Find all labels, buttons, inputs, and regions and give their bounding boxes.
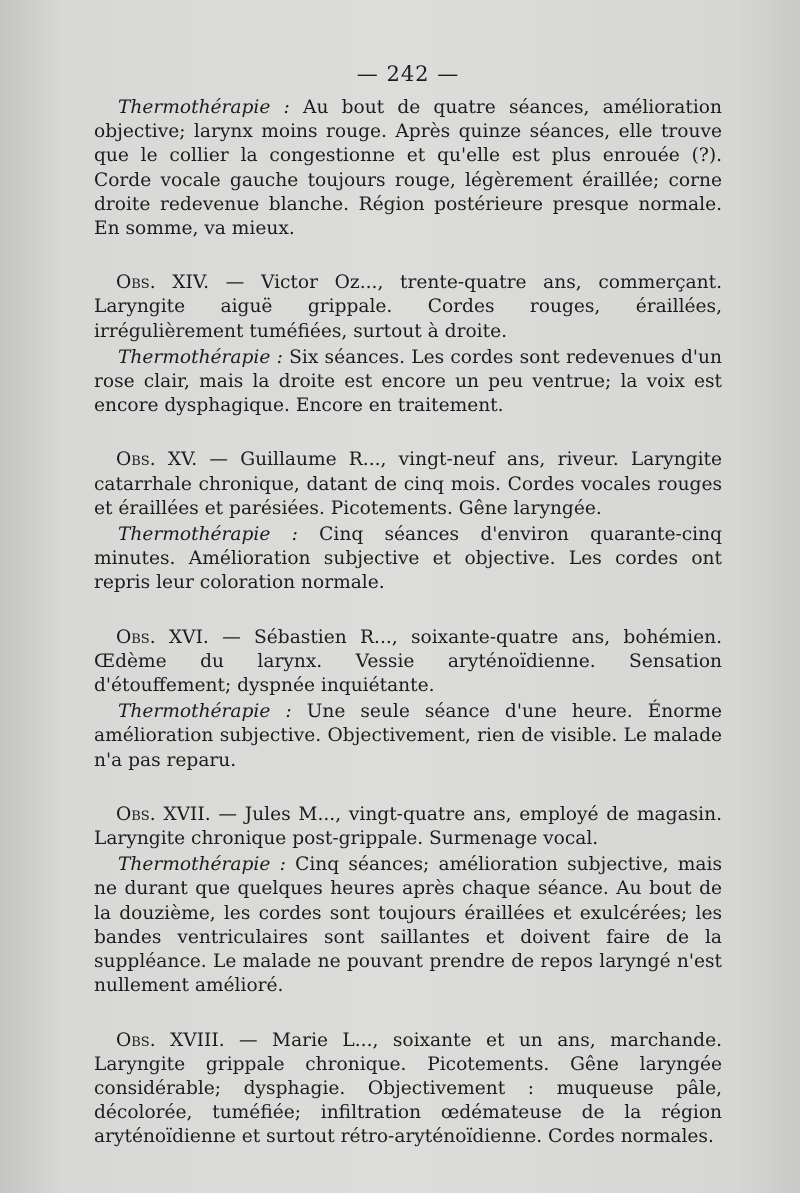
therapy-text: Cinq séances d'environ quarante-cinq minutes. Amélioration subjective et objective. Les cordes ont repris leur coloration normale. (94, 524, 722, 594)
therapy-label: Thermothérapie : (118, 346, 283, 368)
observation-text: — Marie L..., soixante et un ans, marchande. Laryngite grippale chronique. Picotements. Gêne laryngée considérable; dysphagie. Objectivement : muqueuse pâle, décolorée, tuméfiée; infiltration œdémateuse de la région aryténoïdienne et surtout rétro-aryténoïdienne. Cordes normales. (94, 1029, 722, 1148)
observation-heading: Obs. XV. (116, 449, 198, 471)
observation-xv (94, 448, 722, 595)
observation-text: — Sébastien R..., soixante-quatre ans, bohémien. Œdème du larynx. Vessie aryténoïdienne. Sensation d'étouffement; dyspnée inquiétante. (94, 626, 722, 697)
observation-heading: Obs. XVII. (116, 803, 211, 825)
observation-xviii (94, 1029, 722, 1150)
intro-therapy-label: Thermothérapie : (118, 97, 290, 118)
observation-text: — Victor Oz..., trente-quatre ans, commerçant. Laryngite aiguë grippale. Cordes rouges, éraillées, irrégulièrement tuméfiées, surtout à droite. (94, 272, 722, 342)
observation-xvi (94, 626, 722, 773)
observation-heading: Obs. XIV. (116, 272, 209, 294)
page-number: — 242 — (356, 62, 460, 86)
therapy-text: Six séances. Les cordes sont redevenues d'un rose clair, mais la droite est encore un peu ventrue; la voix est encore dysphagique. Encore en traitement. (94, 346, 722, 417)
intro-paragraph (94, 96, 722, 241)
observation-text: — Guillaume R..., vingt-neuf ans, riveur. Laryngite catarrhale chronique, datant de cinq mois. Cordes vocales rouges et éraillées et parésiées. Picotements. Gêne laryngée. (94, 449, 722, 519)
observation-heading: Obs. XVI. (116, 626, 209, 648)
therapy-text: Cinq séances; amélioration subjective, mais ne durant que quelques heures après chaque séance. Au bout de la douzième, les cordes sont toujours éraillées et exulcérées; les bandes ventriculaires sont saillantes et doivent faire de la suppléance. Le malade ne pouvant prendre de repos laryngé n'est nullement amélioré. (94, 854, 722, 997)
intro-text: Au bout de quatre séances, amélioration objective; larynx moins rouge. Après quinze séances, elle trouve que le collier la congestionne et qu'elle est plus enrouée (?). Corde vocale gauche toujours rouge, légèrement éraillée; corne droite redevenue blanche. Région postérieure presque normale. En somme, va mieux. (94, 97, 722, 240)
therapy-label: Thermothérapie : (118, 854, 286, 876)
observation-xiv (94, 271, 722, 418)
observation-text: — Jules M..., vingt-quatre ans, employé de magasin. Laryngite chronique post-grippale. Surmenage vocal. (94, 803, 722, 850)
therapy-label: Thermothérapie : (118, 701, 292, 723)
therapy-label: Thermothérapie : (118, 524, 298, 546)
observation-xvii (94, 803, 722, 999)
therapy-text: Une seule séance d'une heure. Énorme amélioration subjective. Objectivement, rien de visible. Le malade n'a pas reparu. (94, 701, 722, 771)
observation-heading: Obs. XVIII. (116, 1029, 225, 1051)
